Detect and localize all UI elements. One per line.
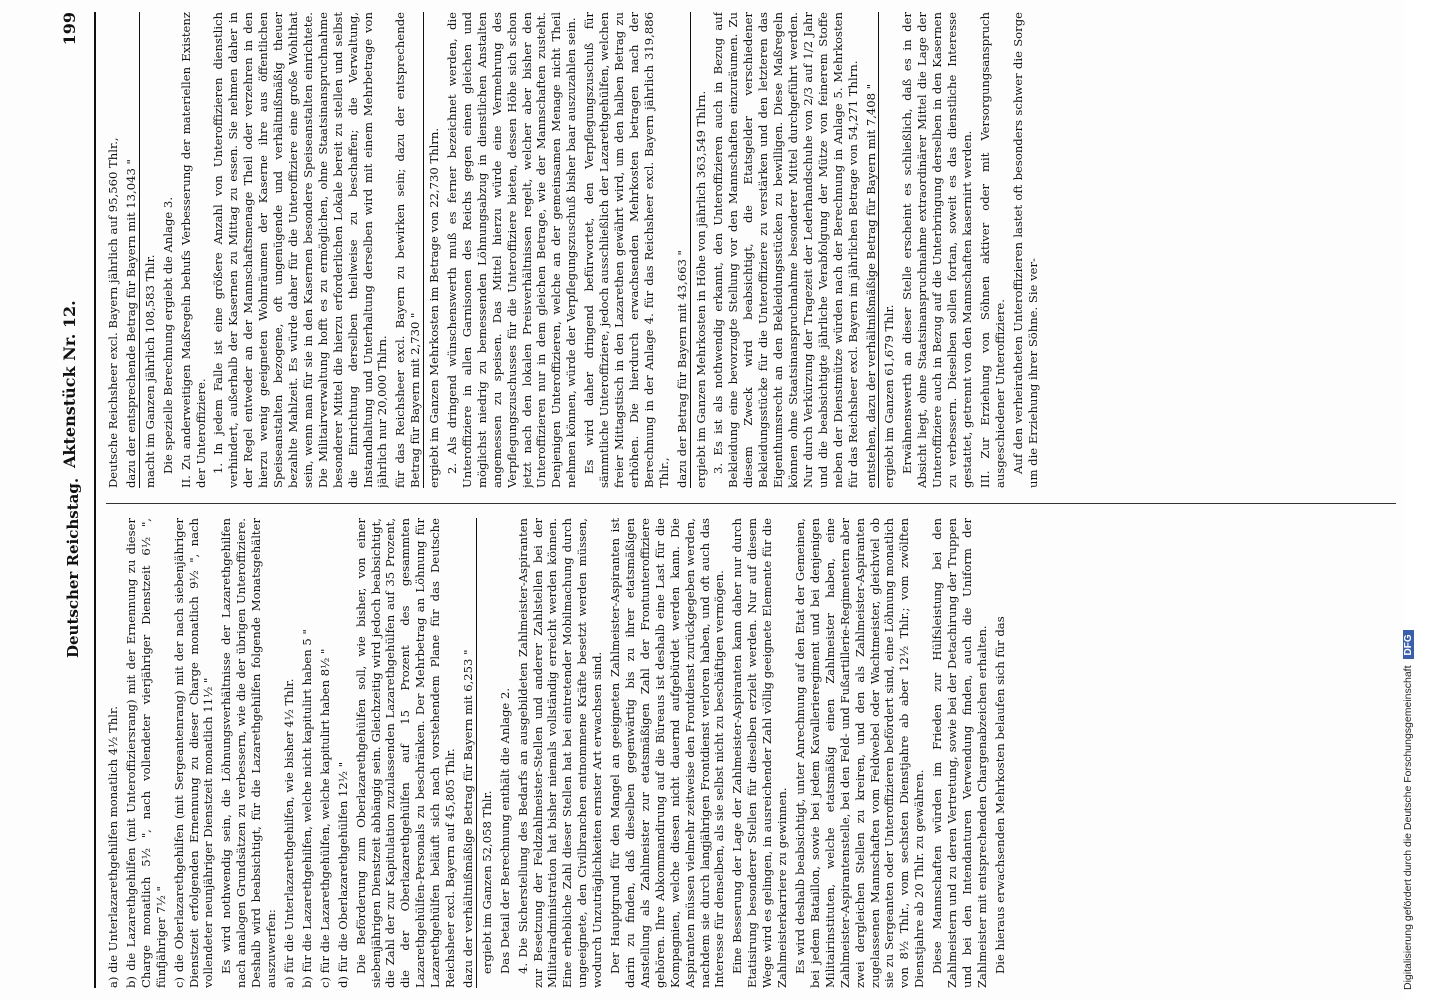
right-paragraph: 1. In jedem Falle ist eine größere Anzahl von Unteroffizieren dienstlich verhindert, außerhalb der Kasernen zu Mittag zu essen. Sie nehmen daher in der Regel entweder an der Mannschaftsmenage Theil oder verzehren in den hierzu wenig geeigneten Wohnräumen der Kaserne ihre aus öffentlichen Speiseanstalten bezogene, oft ungenügende und verhältnißmäßig theuer bezahlte Mahlzeit. Es würde daher für die Unteroffiziere eine große Wohlthat sein, wenn man für sie in den Kasernen besondere Speiseanstalten einrichtete. Die Militairverwaltung hofft es zu ermöglichen, ohne Staatsinanspruchnahme besonderer Mittel die hierzu erforderlichen Lokale bereit zu stellen und selbst die Einrichtung derselben theilweise zu beschaffen; die Verwaltung, Instandhaltung und Unterhaltung derselben wird mit einem Mehrbetrage von jährlich nur 20,000 Thlrn. — [211, 12, 390, 488]
right-paragraph: 2. Als dringend wünschenswerth muß es ferner bezeichnet werden, die Unteroffiziere in allen Garnisonen des Reichs gegen einen gleichen und möglichst niedrig zu bemessenden Löhnungsabzug in dienstlichen Anstalten angemessen zu speisen. Das Mittel hierzu würde eine Vermehrung des Verpflegungszuschusses für die Unteroffiziere bieten, dessen Höhe sich schon jetzt nach den lokalen Preisverhältnissen regelt, welcher aber bisher den Unteroffizieren nur in dem gleichen Betrage, wie der Mannschaften zusteht. Denjenigen Unteroffizieren, welche an der gemeinsamen Menage nicht Theil nehmen können, würde der Verpflegungszuschuß bisher baar auszuzahlen sein. — [445, 12, 579, 488]
right-paragraph: 3. Es ist als nothwendig erkannt, den Unteroffizieren auch in Bezug auf Bekleidung eine bevorzugte Stellung vor den Mannschaften einzuräumen. Zu diesem Zweck wird beabsichtigt, die Etatsgelder verschiedener Bekleidungsstücke für die Unteroffiziere zu verstärken und den letzteren das Eigenthumsrecht an den Bekleidungsstücken zu bewilligen. Diese Maßregeln können ohne Staatsinanspruchnahme besonderer Mittel durchgeführt werden. Nur durch Verkürzung der Tragezeit der Lederhandschuhe von 2/3 auf 1/2 Jahr und die beabsichtigte jährliche Verabfolgung der Mütze von feinerem Stoffe neben der Dienstmütze würden nach der Berechnung in Anlage 5. Mehrkosten für das Reichsheer excl. Bayern im jährlichen Betrage von 54,271 Thlrn. — [711, 12, 860, 488]
page-header — [54, 12, 94, 988]
left-paragraph: d) für die Oberlazarethgehülfen 12½ " — [335, 761, 350, 988]
left-paragraph: a) für die Unterlazarethgehilfen, wie bisher 4½ Thlr. — [281, 678, 296, 988]
right-paragraph: Es wird daher dringend befürwortet, den Verpflegungszuschuß für sämmtliche Unteroffiziere, jedoch ausschließlich der Lazarethgehülfen, welchen freier Mittagstisch in den Lazarethen gewährt wird, um den halben Betrag zu erhöhen. Die hierdurch erwachsenden Mehrkosten betragen nach der Berechnung in der Anlage 4. für das Reichsheer excl. Bayern jährlich 319,886 Thlr., — [582, 12, 671, 488]
dfg-logo: DFG — [1403, 630, 1414, 659]
header-rule — [94, 12, 96, 988]
right-paragraph: dazu der Betrag für Bayern mit 43,663 " — [675, 12, 691, 488]
left-paragraph: a) die Unterlazarethgehilfen monatlich 4½ Thlr. — [106, 706, 120, 988]
left-paragraph: dazu der verhältnißmäßige Betrag für Bayern mit 6,253 " — [461, 518, 477, 988]
right-paragraph: entstehen, dazu der verhältnißmäßige Betrag für Bayern mit 7,408 " — [864, 12, 880, 488]
right-paragraph: Erwähnenswerth an dieser Stelle erscheint es schließlich, daß es in der Absicht liegt, ohne Staatsinanspruchnahme extraordinärer Mittel die Lage der Unteroffiziere auch in Bezug auf die Unterbringung derselben in den Kasernen zu verbessern. Dieselben sollen fortan, soweit es das dienstliche Interesse gestattet, getrennt von den Mannschaften kasernirt werden. — [900, 12, 974, 488]
page-number: 199 — [60, 12, 79, 46]
left-paragraph: b) für die Lazarethgehilfen, welche nicht kapitulirt haben 5 " — [299, 629, 314, 988]
header-left: Deutscher Reichstag. — [64, 477, 82, 658]
left-paragraph: Der Hauptgrund für den Mangel an geeigneten Zahlmeister-Aspiranten ist darin zu finden, daß dieselben gegenwärtig bis zu ihrer etatsmäßigen Anstellung als Zahlmeister zur etatsmäßigen Zahl der Frontunteroffiziere gehören. Ihre Abkommandirung auf die Büreaus ist deshalb eine Last für die Kompagnien, welche diesen nicht dauernd aufgebürdet werden kann. Die Aspiranten müssen vielmehr zeitweise den Frontdienst zurückgegeben werden, nachdem sie durch langjährigen Frontdienst verloren haben, und oft auch das Interesse für denselben, als sie selbst nicht zu beschäftigen vermögen. — [608, 518, 727, 988]
left-paragraph: 4. Die Sicherstellung des Bedarfs an ausgebildeten Zahlmeister-Aspiranten zur Besetzung der Feldzahlmeister-Stellen und anderer Zahlstellen bei der Militairadministration hat bisher niemals vollständig erreicht werden können. Eine erhebliche Zahl dieser Stellen hat bei eintretender Mobilmachung durch ungeeignete, den Civilbranchen entnommene Kräfte besetzt werden müssen, wodurch Unzuträglichkeiten ernster Art erwachsen sind. — [515, 518, 605, 988]
digitization-credit — [1402, 230, 1414, 990]
right-total: macht im Ganzen jährlich 108,583 Thlr. — [142, 254, 157, 488]
section-heading: II. Zu anderweitigen Maßregeln behufs Verbesserung der materiellen Existenz der Unteroffiziere. — [178, 12, 208, 488]
left-paragraph: Das Detail der Berechnung enthält die Anlage 2. — [497, 687, 512, 974]
column-divider — [106, 503, 1396, 504]
left-column — [106, 518, 1406, 988]
left-paragraph: c) die Oberlazarethgehilfen (mit Sergeantenrang) mit der nach siebenjähriger Dienstzeit erfolgenden Ernennung zu dieser Charge monatlich 9½ ", nach vollendeter neunjähriger Dienstzeit monatlich 11½ " — [171, 518, 216, 988]
right-paragraph: dazu der entsprechende Betrag für Bayern mit 13,043 " — [124, 12, 140, 488]
left-paragraph: b) die Lazarethgehilfen (mit Unteroffiziersrang) mit der Ernennung zu dieser Charge monatlich 5½ ", nach vollendeter vierjähriger Dienstzeit 6½ ", fünfjähriger 7½ " — [123, 518, 168, 988]
left-paragraph: Eine Besserung der Lage der Zahlmeister-Aspiranten kann daher nur durch Etatisirung besonderer Stellen für dieselben erzielt werden. Nur auf diesem Wege wird es gelingen, in ausreichender Zahl völlig geeignete Elemente für die Zahlmeisterkarriere zu gewinnen. — [730, 518, 790, 988]
left-paragraph: Diese Mannschaften würden im Frieden zur Hülfsleistung bei den Zahlmeistern und zu deren Vertretung, sowie bei der Detachirung der Truppen und bei den Intendanturen Verwendung finden, auch die Uniform der Zahlmeister mit entsprechenden Chargenabzeichen erhalten. — [930, 518, 989, 988]
right-total: ergiebt im Ganzen 61,679 Thlr. — [882, 304, 897, 488]
left-paragraph: Es wird nothwendig sein, die Löhnungsverhältnisse der Lazarethgehilfen nach analogen Grundsätzen zu verbessern, wie die der übrigen Unteroffiziere. Deshalb wird beabsichtigt, für die Lazarethgehilfen folgende Monatsgehälter auszuwerfen: — [219, 518, 279, 988]
right-paragraph: Deutsche Reichsheer excl. Bayern jährlich auf 95,560 Thlr., — [106, 137, 120, 488]
credit-text: Digitalisierung gefördert durch die Deutsche Forschungsgemeinschaft — [1402, 665, 1414, 990]
section-heading: III. Zur Erziehung von Söhnen aktiver oder mit Versorgungsanspruch ausgeschiedener Unteroffiziere. — [977, 12, 1007, 488]
right-total: ergiebt im Ganzen Mehrkosten in Höhe von jährlich 363,549 Thlrn. — [693, 90, 708, 488]
right-paragraph: Die spezielle Berechnung ergiebt die Anlage 3. — [160, 197, 175, 474]
right-column — [106, 12, 1406, 488]
right-paragraph: Auf den verheiratheten Unteroffizieren lastet oft besonders schwer die Sorge um die Erziehung ihrer Söhne. Sie ver- — [1010, 12, 1040, 488]
left-paragraph: Die Beförderung zum Oberlazarethgehülfen soll, wie bisher, von einer siebenjährigen Dienstzeit abhängig sein. Gleichzeitig wird jedoch beabsichtigt, die Zahl der zur Kapitulation zuzulassenden Lazarethgehülfen auf 35 Prozent, die der Oberlazarethgehülfen auf 15 Prozent des gesammten Lazarethgehülfen-Personals zu beschränken. Der Mehrbetrag an Löhnung für Lazarethgehülfen beläuft sich nach vorstehendem Plane für das Deutsche Reichsheer excl. Bayern auf 45,805 Thlr. — [353, 518, 458, 988]
left-total: ergiebt im Ganzen 52,058 Thlr. — [479, 790, 494, 974]
left-paragraph: Die hieraus erwachsenden Mehrkosten belaufen sich für das — [992, 616, 1007, 974]
right-total: ergiebt im Ganzen Mehrkosten im Betrage von 22,730 Thlrn. — [427, 127, 442, 488]
left-paragraph: c) für die Lazarethgehülfen, welche kapitulirt haben 8½ " — [317, 648, 332, 988]
right-paragraph: für das Reichsheer excl. Bayern zu bewirken sein; dazu der entsprechende Betrag für Bayern mit 2,730 " — [393, 12, 423, 488]
header-middle: Aktenstück Nr. 12. — [60, 300, 79, 468]
left-paragraph: Es wird deshalb beabsichtigt, unter Anrechnung auf den Etat der Gemeinen, bei jedem Bataillon, sowie bei jedem Kavallerieregiment und bei denjenigen Militairinstituten, welche etatsmäßig einen Zahlmeister haben, eine Zahlmeister-Aspirantenstelle, bei den Feld- und Fußartillerie-Regimentern aber zwei dergleichen Stellen zu kreiren, und den als Zahlmeister-Aspiranten zugelassenen Mannschaften vom Feldwebel oder Wachtmeister, gleichviel ob sie zu Sergeanten oder Unteroffizieren befördert sind, eine Löhnung monatlich von 8½ Thlr., vom sechsten Dienstjahre ab aber 12½ Thlr.; vom zwölften Dienstjahre ab 20 Thlr. zu gewähren. — [792, 518, 927, 988]
